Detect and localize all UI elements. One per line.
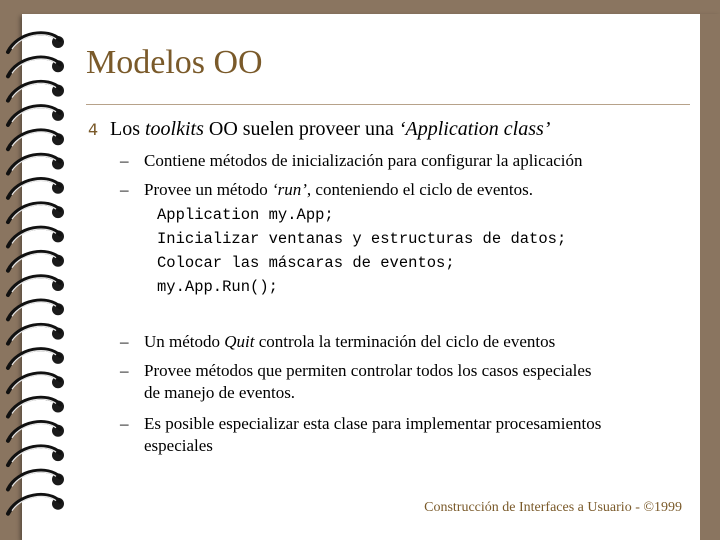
sub-bullet-4-line2: de manejo de eventos.	[144, 383, 296, 402]
binding-ring-highlight	[12, 351, 56, 365]
binding-ring-highlight	[12, 83, 56, 97]
dash-marker: –	[120, 332, 129, 351]
dash-marker: –	[120, 414, 129, 433]
main-bullet-prefix: Los	[110, 118, 145, 140]
sub-bullet-2-emph: ‘run’	[271, 180, 307, 199]
dash-marker: –	[120, 361, 129, 380]
code-line: Application my.App;	[157, 206, 334, 224]
sub-bullet-2	[120, 179, 533, 201]
sub-bullet-4-line1: Provee métodos que permiten controlar todos los casos especiales	[144, 361, 592, 380]
bullet-checkbox-icon: 4	[88, 120, 99, 139]
binding-ring-highlight	[12, 180, 56, 194]
sub-bullet-2-prefix: Provee un método	[144, 180, 272, 199]
title-divider	[86, 104, 690, 105]
binding-ring-highlight	[12, 35, 56, 49]
main-bullet-emph: toolkits	[145, 118, 204, 140]
main-bullet-mid: OO suelen proveer una	[203, 118, 399, 140]
binding-ring-highlight	[12, 326, 56, 340]
spiral-binding-icon	[0, 0, 80, 540]
sub-bullet-5-line1: Es posible especializar esta clase para implementar procesamientos	[144, 414, 602, 433]
binding-ring-highlight	[12, 472, 56, 486]
code-line: Colocar las máscaras de eventos;	[157, 254, 455, 272]
sub-bullet-1	[120, 150, 583, 172]
dash-marker: –	[120, 180, 129, 199]
page-edge	[700, 14, 720, 540]
binding-ring-highlight	[12, 59, 56, 73]
binding-ring-highlight	[12, 253, 56, 267]
main-bullet	[88, 118, 550, 141]
slide-title: Modelos OO	[86, 44, 263, 81]
main-bullet-emph2: ‘Application class’	[398, 118, 551, 140]
binding-ring-highlight	[12, 302, 56, 316]
binding-ring-highlight	[12, 375, 56, 389]
dash-marker: –	[120, 151, 129, 170]
sub-bullet-4	[120, 360, 592, 404]
binding-ring-highlight	[12, 423, 56, 437]
binding-ring-highlight	[12, 156, 56, 170]
binding-ring-highlight	[12, 108, 56, 122]
sub-bullet-3-suffix: controla la terminación del ciclo de eventos	[254, 332, 556, 351]
binding-ring-highlight	[12, 205, 56, 219]
sub-bullet-3-emph: Quit	[224, 332, 255, 351]
sub-bullet-3	[120, 331, 555, 353]
sub-bullet-1-text: Contiene métodos de inicialización para configurar la aplicación	[144, 151, 583, 170]
sub-bullet-2-suffix: , conteniendo el ciclo de eventos.	[306, 180, 534, 199]
code-line: Inicializar ventanas y estructuras de datos;	[157, 230, 567, 248]
binding-ring-highlight	[12, 278, 56, 292]
code-block	[157, 203, 566, 299]
binding-ring-highlight	[12, 448, 56, 462]
code-line: my.App.Run();	[157, 278, 278, 296]
binding-ring-highlight	[12, 132, 56, 146]
slide-footer: Construcción de Interfaces a Usuario - ©1999	[424, 500, 682, 515]
binding-ring-highlight	[12, 399, 56, 413]
binding-ring-highlight	[12, 229, 56, 243]
sub-bullet-3-prefix: Un método	[144, 332, 225, 351]
sub-bullet-5-line2: especiales	[144, 436, 213, 455]
sub-bullet-5	[120, 413, 601, 457]
binding-ring-highlight	[12, 496, 56, 510]
